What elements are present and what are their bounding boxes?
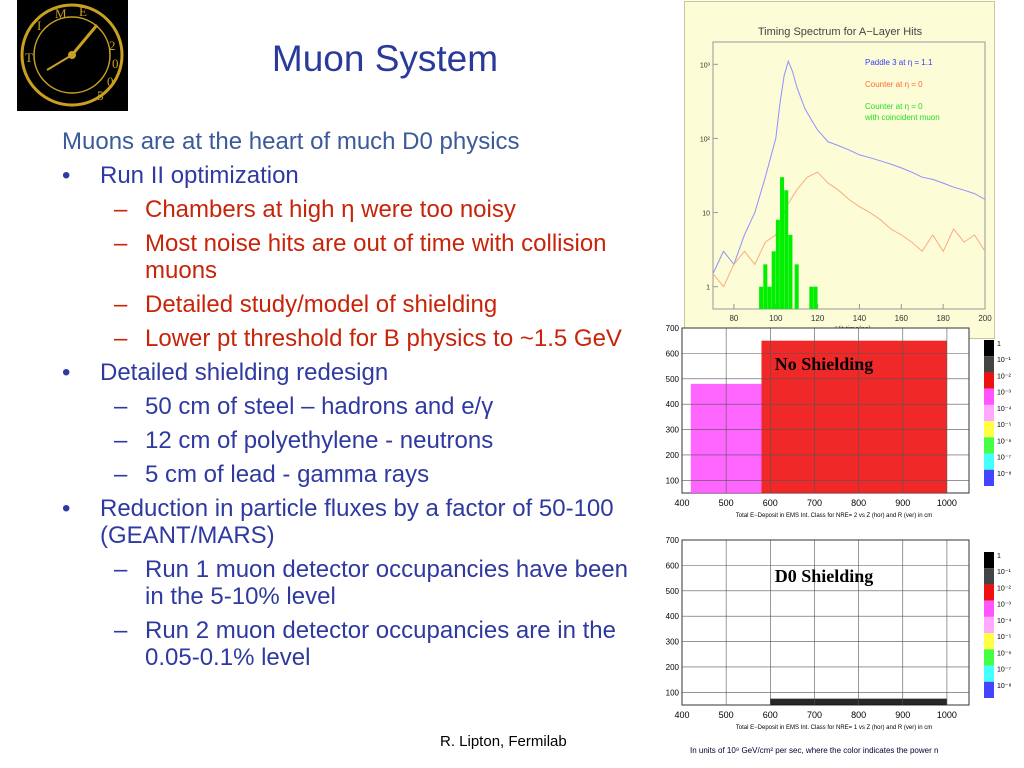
- colorbar-swatch: [984, 601, 994, 617]
- map-title: D0 Shielding: [774, 566, 874, 586]
- colorbar-swatch: [984, 633, 994, 649]
- svg-text:E: E: [79, 4, 87, 19]
- y-tick-label: 600: [665, 349, 679, 359]
- y-tick-label: 500: [665, 586, 679, 596]
- histogram-bar: [776, 220, 780, 309]
- histogram-bar: [784, 190, 788, 309]
- svg-text:0: 0: [112, 56, 119, 71]
- x-tick-label: 700: [806, 710, 822, 720]
- svg-text:M: M: [55, 6, 67, 21]
- histogram-bar: [814, 287, 818, 309]
- histogram-bar: [763, 264, 767, 309]
- x-axis-label: Total E−Deposit in EMS Int. Class for NRE= 2 vs Z (hor) and R (ver) in cm: [735, 513, 933, 519]
- bullet-shielding: • Detailed shielding redesign: [62, 359, 389, 386]
- x-tick-label: 1000: [936, 710, 957, 720]
- colorbar-swatch: [984, 356, 994, 372]
- colorbar-label: 1: [997, 341, 1001, 348]
- x-tick-label: 500: [718, 710, 734, 720]
- x-tick-label: 400: [674, 498, 690, 508]
- x-tick-label: 120: [810, 314, 825, 323]
- histogram-bar: [767, 287, 771, 309]
- x-tick-label: 80: [729, 314, 739, 323]
- colorbar-label: 10⁻²: [997, 585, 1011, 593]
- histogram-bar: [759, 287, 763, 309]
- svg-text:0: 0: [107, 74, 114, 89]
- x-tick-label: 700: [806, 498, 822, 508]
- x-tick-label: 100: [769, 314, 783, 323]
- sub-bullet: – 5 cm of lead - gamma rays: [114, 461, 430, 488]
- legend-entry: Paddle 3 at η = 1.1: [865, 58, 933, 67]
- colorbar-swatch: [984, 552, 994, 568]
- units-caption: In units of 10⁹ GeV/cm² per sec, where the color indicates the power n: [690, 746, 939, 755]
- chart-title: Timing Spectrum for A−Layer Hits: [757, 26, 923, 38]
- sub-bullet: – Run 2 muon detector occupancies are in the 0.05-0.1% level: [114, 617, 616, 671]
- timing-spectrum-chart: [684, 1, 995, 339]
- svg-text:2: 2: [109, 38, 116, 53]
- slide-body: [62, 128, 642, 678]
- colorbar-label: 10⁻⁶: [997, 650, 1012, 658]
- map-title: No Shielding: [774, 354, 874, 374]
- histogram-bar: [772, 251, 776, 309]
- x-tick-label: 600: [762, 498, 778, 508]
- sub-bullet: – 12 cm of polyethylene - neutrons: [114, 427, 494, 454]
- histogram-bar: [795, 264, 799, 309]
- y-tick-label: 200: [665, 662, 679, 672]
- y-tick-label: 400: [665, 612, 679, 622]
- colorbar-label: 10⁻⁵: [997, 634, 1012, 642]
- colorbar-label: 10⁻⁷: [997, 454, 1012, 462]
- x-tick-label: 400: [674, 710, 690, 720]
- x-tick-label: 500: [718, 498, 734, 508]
- y-tick-label: 300: [665, 425, 679, 435]
- colorbar-swatch: [984, 649, 994, 665]
- colorbar-label: 10⁻⁶: [997, 438, 1012, 446]
- svg-text:I: I: [37, 18, 42, 33]
- sub-bullet: – 50 cm of steel – hadrons and e/γ: [114, 393, 494, 420]
- colorbar-swatch: [984, 584, 994, 600]
- colorbar-label: 10⁻³: [997, 601, 1011, 609]
- colorbar-label: 10⁻³: [997, 389, 1011, 397]
- colorbar-label: 10⁻⁵: [997, 422, 1012, 430]
- colorbar-swatch: [984, 617, 994, 633]
- plot-frame: [713, 42, 985, 309]
- x-tick-label: 800: [851, 710, 867, 720]
- series-line-1: [713, 172, 985, 287]
- colorbar-swatch: [984, 568, 994, 584]
- colorbar-swatch: [984, 405, 994, 421]
- x-tick-label: 600: [762, 710, 778, 720]
- histogram-bar: [809, 287, 813, 309]
- sub-bullet: – Run 1 muon detector occupancies have been in the 5-10% level: [114, 556, 628, 610]
- colorbar-swatch: [984, 340, 994, 356]
- colorbar-label: 10⁻²: [997, 373, 1011, 381]
- colorbar-label: 10⁻⁴: [997, 405, 1012, 413]
- y-tick-label: 200: [665, 450, 679, 460]
- histogram-bar: [788, 235, 792, 309]
- colorbar-swatch: [984, 682, 994, 698]
- colorbar-label: 10⁻⁸: [997, 470, 1012, 478]
- colorbar-label: 10⁻⁴: [997, 617, 1012, 625]
- histogram-bar: [780, 177, 784, 309]
- colorbar-swatch: [984, 372, 994, 388]
- x-tick-label: 900: [895, 498, 911, 508]
- y-tick-label: 10³: [699, 62, 710, 70]
- y-tick-label: 100: [665, 688, 679, 698]
- x-tick-label: 900: [895, 710, 911, 720]
- colorbar-swatch: [984, 421, 994, 437]
- y-tick-label: 500: [665, 374, 679, 384]
- x-tick-label: 180: [936, 314, 950, 323]
- y-tick-label: 10: [702, 210, 710, 218]
- x-tick-label: 800: [851, 498, 867, 508]
- x-tick-label: 200: [978, 314, 992, 323]
- d0-shielding-map: [654, 530, 1024, 735]
- y-tick-label: 700: [665, 536, 679, 545]
- colorbar-swatch: [984, 389, 994, 405]
- colorbar-label: 10⁻¹: [997, 569, 1011, 577]
- bullet-reduction: • Reduction in particle fluxes by a factor of 50-100 (GEANT/MARS): [62, 495, 614, 549]
- x-tick-label: 160: [894, 314, 908, 323]
- intro-text: Muons are at the heart of much D0 physics: [62, 128, 520, 155]
- series-line-0: [713, 61, 985, 273]
- svg-text:5: 5: [97, 88, 104, 103]
- y-tick-label: 100: [665, 476, 679, 486]
- svg-text:T: T: [25, 50, 33, 65]
- bullet-run2: • Run II optimization: [62, 162, 299, 189]
- x-axis-label: Total E−Deposit in EMS Int. Class for NRE= 1 vs Z (hor) and R (ver) in cm: [735, 725, 933, 731]
- y-tick-label: 600: [665, 561, 679, 571]
- colorbar-label: 1: [997, 553, 1001, 560]
- y-tick-label: 1: [706, 284, 710, 292]
- y-tick-label: 700: [665, 324, 679, 333]
- slide-title: Muon System: [271, 38, 499, 79]
- colorbar-label: 10⁻⁸: [997, 682, 1012, 690]
- y-tick-label: 300: [665, 637, 679, 647]
- colorbar-swatch: [984, 437, 994, 453]
- colorbar-label: 10⁻⁷: [997, 666, 1012, 674]
- legend-entry: Counter at η = 0: [865, 102, 923, 111]
- legend-entry: Counter at η = 0: [865, 80, 923, 89]
- sub-bullet: – Lower pt threshold for B physics to ~1.5 GeV: [114, 325, 622, 352]
- sub-bullet: – Detailed study/model of shielding: [114, 291, 498, 318]
- no-shielding-map: [654, 318, 1024, 521]
- legend-entry: with coincident muon: [865, 113, 940, 122]
- footer-credit: R. Lipton, Fermilab: [440, 733, 567, 750]
- colorbar-swatch: [984, 470, 994, 486]
- x-tick-label: 140: [852, 314, 867, 323]
- colorbar-label: 10⁻¹: [997, 357, 1011, 365]
- sub-bullet: – Chambers at high η were too noisy: [114, 196, 516, 223]
- y-tick-label: 400: [665, 400, 679, 410]
- map-frame: [682, 540, 969, 705]
- colorbar-swatch: [984, 454, 994, 470]
- colorbar-swatch: [984, 666, 994, 682]
- y-tick-label: 10²: [699, 136, 710, 144]
- x-tick-label: 1000: [936, 498, 957, 508]
- sub-bullet: – Most noise hits are out of time with collision muons: [114, 230, 607, 284]
- time-2005-logo: [17, 0, 128, 111]
